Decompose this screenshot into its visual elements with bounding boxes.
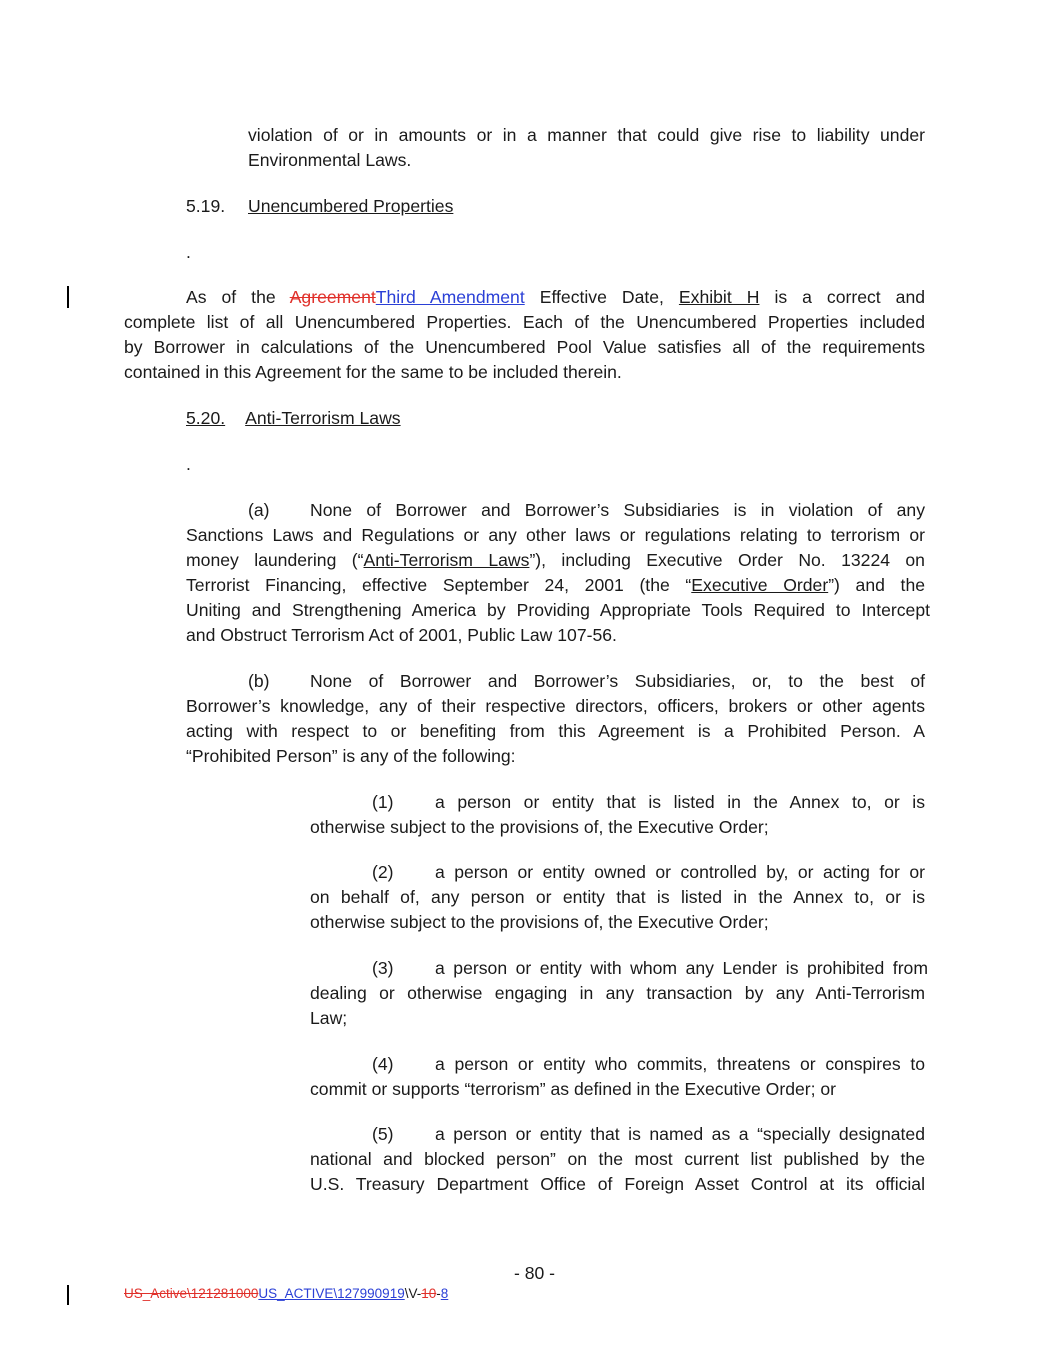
clause-b-line: acting with respect to or benefiting from this Agreement is a Prohibited Person. A [186,721,925,741]
list-item-line: a person or entity who commits, threatens or conspires to [435,1054,925,1074]
deleted-doc-id: US_Active\121281000 [124,1286,259,1301]
clause-a-line: and Obstruct Terrorism Act of 2001, Public Law 107-56. [186,625,617,645]
list-item-line: otherwise subject to the provisions of, the Executive Order; [310,817,769,837]
deleted-text: Agreement [289,287,376,307]
clause-b-line: None of Borrower and Borrower’s Subsidiaries, or, to the best of [310,671,925,691]
clause-a-line: None of Borrower and Borrower’s Subsidiaries is in violation of any [310,500,925,520]
section-5-19-heading [186,194,453,219]
s519-line: complete list of all Unencumbered Properties. Each of the Unencumbered Properties included [124,312,925,332]
list-item-line: commit or supports “terrorism” as defined in the Executive Order; or [310,1079,837,1099]
list-item-label: (4) [372,1054,394,1074]
inserted-version: 8 [440,1286,449,1301]
heading-period: . [186,242,191,262]
exhibit-reference: Exhibit H [678,287,760,307]
list-item-label: (5) [372,1124,394,1144]
list-item-line: a person or entity with whom any Lender is prohibited from [435,958,928,978]
s519-line: contained in this Agreement for the same to be included therein. [124,362,622,382]
list-item-label: (3) [372,958,394,978]
document-id: US_Active\121281000US_ACTIVE\127990919\V-10-8 [124,1286,449,1301]
section-title: Unencumbered Properties [248,196,454,216]
s519-line: by Borrower in calculations of the Unencumbered Pool Value satisfies all of the requirements [124,337,925,357]
change-bar [67,286,69,308]
clause-b-label: (b) [248,671,270,691]
defined-term: Anti-Terrorism Laws [363,550,530,570]
list-item-line: Law; [310,1008,348,1028]
clause-a-label: (a) [248,500,270,520]
clause-b-line: Borrower’s knowledge, any of their respective directors, officers, brokers or other agents [186,696,925,716]
clause-a-line: Sanctions Laws and Regulations or any other laws or regulations relating to terrorism or [186,525,925,545]
list-item-line: on behalf of, any person or entity that is listed in the Annex to, or is [310,887,925,907]
section-title: Anti-Terrorism Laws [245,408,401,428]
deleted-version: 10 [421,1286,437,1301]
inserted-text: Third Amendment [375,287,525,307]
continuation-line: violation of or in amounts or in a manner that could give rise to liability under [248,125,925,145]
clause-a-line: Uniting and Strengthening America by Providing Appropriate Tools Required to Intercept [186,600,930,620]
clause-b-line: “Prohibited Person” is any of the following: [186,746,516,766]
list-item-line: a person or entity owned or controlled by, or acting for or [435,862,925,882]
continuation-line: Environmental Laws. [248,150,412,170]
inserted-doc-id: US_ACTIVE\127990919 [258,1286,405,1301]
section-number: 5.20. [186,408,226,428]
s519-line: As of the AgreementThird Amendment Effective Date, Exhibit H is a correct and [186,287,926,307]
clause-a-line: Terrorist Financing, effective September 24, 2001 (the “Executive Order”) and the [186,575,926,595]
list-item-line: national and blocked person” on the most current list published by the [310,1149,925,1169]
page-number: - 80 - [513,1263,556,1283]
heading-period: . [186,454,191,474]
list-item-line: U.S. Treasury Department Office of Foreign Asset Control at its official [310,1174,925,1194]
section-5-20-heading [186,406,401,431]
list-item-line: a person or entity that is named as a “specially designated [435,1124,925,1144]
list-item-line: dealing or otherwise engaging in any transaction by any Anti-Terrorism [310,983,925,1003]
list-item-label: (1) [372,792,394,812]
clause-a-line: money laundering (“Anti-Terrorism Laws”), including Executive Order No. 13224 on [186,550,925,570]
section-number: 5.19. [186,196,226,216]
list-item-line: otherwise subject to the provisions of, the Executive Order; [310,912,769,932]
change-bar [67,1285,69,1305]
defined-term: Executive Order [691,575,829,595]
list-item-label: (2) [372,862,394,882]
list-item-line: a person or entity that is listed in the Annex to, or is [435,792,925,812]
